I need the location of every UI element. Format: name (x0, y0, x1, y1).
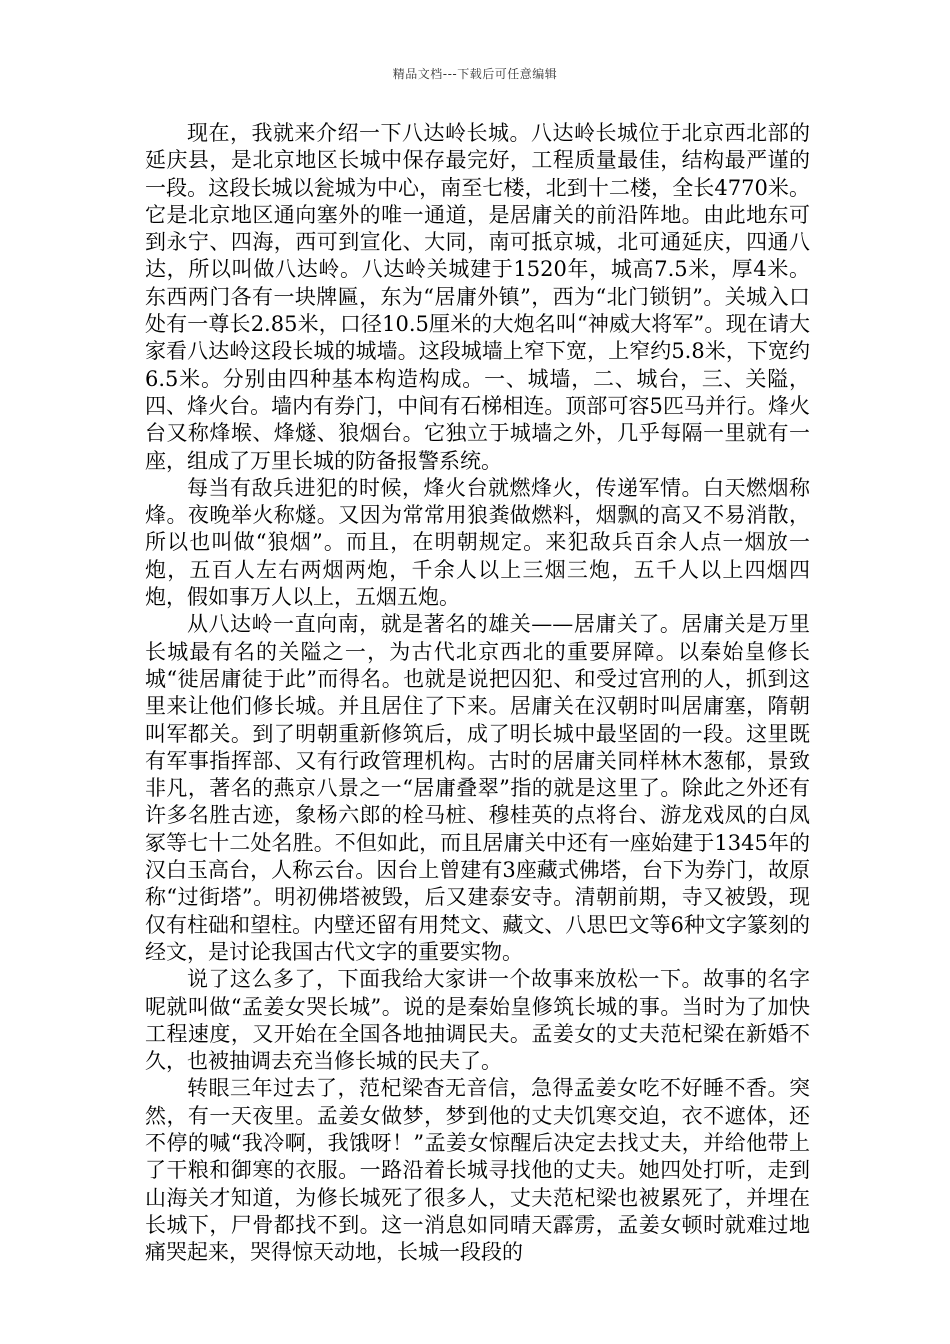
paragraph-mengjiangnu-story: 说了这么多了，下面我给大家讲一个故事来放松一下。故事的名字呢就叫做“孟姜女哭长城”。说的是秦始皇修筑长城的事。当时为了加快工程速度，又开始在全国各地抽调民夫。孟姜女的丈夫范杞梁在新婚不久，也被抽调去充当修长城的民夫了。 (145, 967, 810, 1074)
paragraph-badaling-intro: 现在，我就来介绍一下八达岭长城。八达岭长城位于北京西北部的延庆县，是北京地区长城中保存最完好，工程质量最佳，结构最严谨的一段。这段长城以瓮城为中心，南至七楼，北到十二楼，全长4770米。它是北京地区通向塞外的唯一通道，是居庸关的前沿阵地。由此地东可到永宁、四海，西可到宣化、大同，南可抵京城，北可通延庆，四通八达，所以叫做八达岭。八达岭关城建于1520年，城高7.5米，厚4米。东西两门各有一块牌匾，东为“居庸外镇”，西为“北门锁钥”。关城入口处有一尊长2.85米，口径10.5厘米的大炮名叫“神威大将军”。现在请大家看八达岭这段长城的城墙。这段城墙上窄下宽，上窄约5.8米，下宽约6.5米。分别由四种基本构造构成。一、城墙，二、城台，三、关隘，四、烽火台。墙内有券门，中间有石梯相连。顶部可容5匹马并行。烽火台又称烽堠、烽燧、狼烟台。它独立于城墙之外，几乎每隔一里就有一座，组成了万里长城的防备报警系统。 (145, 121, 810, 473)
document-body (145, 120, 810, 1266)
paragraph-juyongguan: 从八达岭一直向南，就是著名的雄关——居庸关了。居庸关是万里长城最有名的关隘之一，为古代北京西北的重要屏障。以秦始皇修长城“徙居庸徒于此”而得名。也就是说把囚犯、和受过宫刑的人，抓到这里来让他们修长城。并且居住了下来。居庸关在汉朝时叫居庸塞，隋朝叫军都关。到了明朝重新修筑后，成了明长城中最坚固的一段。这里既有军事指挥部、又有行政管理机构。古时的居庸关同样林木葱郁，景致非凡，著名的燕京八景之一“居庸叠翠”指的就是这里了。除此之外还有许多名胜古迹，象杨六郎的栓马桩、穆桂英的点将台、游龙戏凤的白凤冢等七十二处名胜。不但如此，而且居庸关中还有一座始建于1345年的汉白玉高台，人称云台。因台上曾建有3座藏式佛塔，台下为券门，故原称“过街塔”。明初佛塔被毁，后又建泰安寺。清朝前期，寺又被毁，现仅有柱础和望柱。内壁还留有用梵文、藏文、八思巴文等6种文字篆刻的经文，是讨论我国古代文字的重要实物。 (145, 612, 810, 964)
paragraph-mengjiangnu-search: 转眼三年过去了，范杞梁杳无音信，急得孟姜女吃不好睡不香。突然，有一天夜里。孟姜女做梦，梦到他的丈夫饥寒交迫，衣不遮体，还不停的喊“我冷啊，我饿呀！”孟姜女惊醒后决定去找丈夫，并给他带上了干粮和御寒的衣服。一路沿着长城寻找他的丈夫。她四处打听，走到山海关才知道，为修长城死了很多人，丈夫范杞梁也被累死了，并埋在长城下，尸骨都找不到。这一消息如同晴天霹雳，孟姜女顿时就难过地痛哭起来，哭得惊天动地，长城一段段的 (145, 1076, 810, 1265)
paragraph-beacon-towers: 每当有敌兵进犯的时候，烽火台就燃烽火，传递军情。白天燃烟称烽。夜晚举火称燧。又因为常常用狼粪做燃料，烟飘的高又不易消散，所以也叫做“狼烟”。而且，在明朝规定。来犯敌兵百余人点一烟放一炮，五百人左右两烟两炮，千余人以上三烟三炮，五千人以上四烟四炮，假如事万人以上，五烟五炮。 (145, 475, 810, 610)
page-header: 精品文档---下载后可任意编辑 (392, 67, 558, 81)
